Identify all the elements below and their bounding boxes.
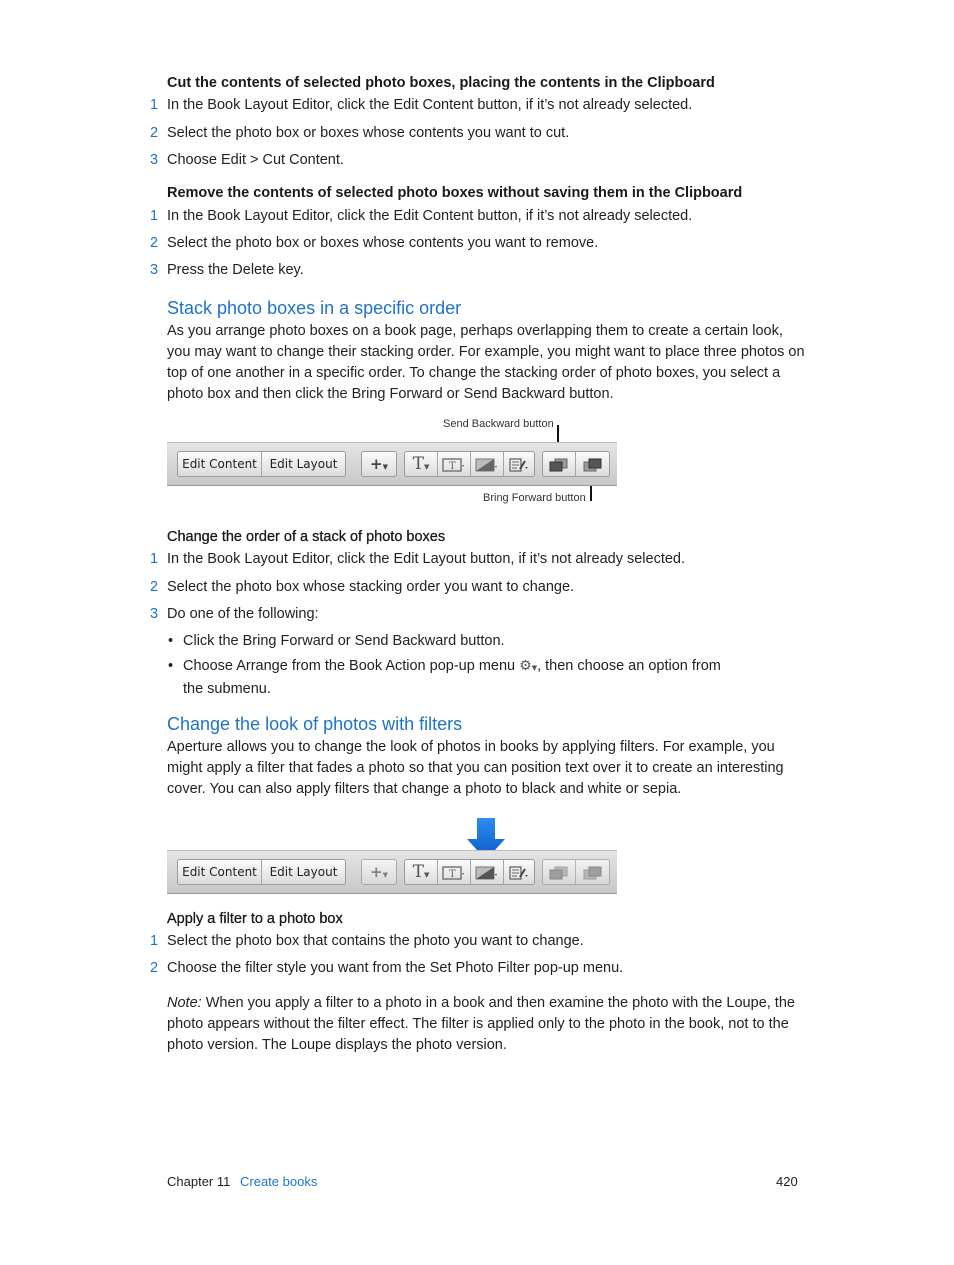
- step-text: In the Book Layout Editor, click the Edit Content button, if it’s not already selected.: [167, 208, 693, 224]
- book-action-icon[interactable]: [504, 860, 534, 884]
- step-number: 1: [150, 551, 159, 567]
- step-text: In the Book Layout Editor, click the Edit Layout button, if it’s not already selected.: [167, 551, 686, 567]
- send-backward-icon[interactable]: [576, 452, 609, 476]
- step-number: 1: [150, 208, 159, 224]
- bullet-marker: •: [168, 633, 174, 649]
- cut-heading: Cut the contents of selected photo boxes, placing the contents in the Clipboard: [167, 75, 715, 91]
- remove-heading: Remove the contents of selected photo boxes without saving them in the Clipboard: [167, 185, 743, 201]
- text-icon[interactable]: T▼: [412, 454, 430, 474]
- page-number: 420: [776, 1174, 798, 1189]
- edit-layout-button[interactable]: Edit Layout: [269, 865, 338, 879]
- filters-section-title: Change the look of photos with filters: [167, 714, 463, 734]
- bullet-marker: •: [168, 658, 174, 674]
- stack-paragraph: As you arrange photo boxes on a book page, perhaps overlapping them to create a certain look, you may want to change their stacking order. For example, you might want to place three photos on top of one another in a specific order. To change the stacking order of photo boxes, you select a photo box and then click the Bring Forward or Send Backward button.: [167, 323, 805, 402]
- arrange-segmented-control: [542, 859, 610, 885]
- bring-forward-callout-label: Bring Forward button: [483, 492, 586, 504]
- photo-filter-icon[interactable]: [471, 860, 503, 884]
- filters-paragraph: Aperture allows you to change the look of photos in books by applying filters. For example, you might apply a filter that fades a photo so that you can position text over it to create an interesting cover. You can also apply filters that change a photo to black and white or sepia.: [167, 739, 784, 797]
- bring-forward-icon[interactable]: [543, 860, 575, 884]
- step-number: 1: [150, 933, 159, 949]
- change-order-heading: Change the order of a stack of photo boxes: [167, 529, 446, 545]
- bullet-text-arrange: [183, 656, 763, 700]
- book-layout-toolbar: [167, 442, 617, 486]
- step-number: 1: [150, 97, 159, 113]
- photo-filter-icon[interactable]: [471, 452, 503, 476]
- add-icon: +▼: [370, 863, 388, 881]
- step-text: Select the photo box or boxes whose contents you want to cut.: [167, 125, 570, 141]
- bullet-text: Click the Bring Forward or Send Backward button.: [183, 633, 505, 649]
- gear-icon: ⚙▼: [519, 658, 538, 674]
- tools-segmented-control: [404, 451, 535, 477]
- add-button[interactable]: [361, 451, 397, 477]
- edit-content-button[interactable]: Edit Content: [182, 865, 257, 879]
- note-paragraph: [167, 993, 799, 1056]
- svg-text:T: T: [449, 460, 456, 472]
- step-number: 2: [150, 125, 159, 141]
- bring-forward-icon[interactable]: [543, 452, 575, 476]
- apply-filter-heading: Apply a filter to a photo box: [167, 911, 343, 927]
- send-backward-callout-label: Send Backward button: [443, 418, 554, 430]
- stack-section-title: Stack photo boxes in a specific order: [167, 298, 462, 318]
- step-text: Press the Delete key.: [167, 262, 304, 278]
- step-text: Select the photo box or boxes whose contents you want to remove.: [167, 235, 599, 251]
- book-layout-toolbar: [167, 850, 617, 894]
- svg-text:T: T: [449, 868, 456, 880]
- arrange-segmented-control: [542, 451, 610, 477]
- send-backward-icon[interactable]: [576, 860, 609, 884]
- step-text: In the Book Layout Editor, click the Edit Content button, if it’s not already selected.: [167, 97, 693, 113]
- add-button[interactable]: [361, 859, 397, 885]
- book-action-icon[interactable]: [504, 452, 534, 476]
- footer-chapter: Chapter 11: [167, 1174, 231, 1189]
- step-text: Choose the filter style you want from the Set Photo Filter pop-up menu.: [167, 960, 624, 976]
- step-text: Choose Edit > Cut Content.: [167, 152, 344, 168]
- step-number: 3: [150, 262, 159, 278]
- step-number: 2: [150, 579, 159, 595]
- bullet-text-part: the submenu.: [183, 681, 271, 697]
- edit-mode-segmented-control: [177, 859, 346, 885]
- edit-content-button[interactable]: Edit Content: [182, 457, 257, 471]
- text-icon[interactable]: T▼: [412, 862, 430, 882]
- step-text: Select the photo box whose stacking order you want to change.: [167, 579, 575, 595]
- note-label: Note:: [167, 995, 202, 1011]
- footer-chapter-link[interactable]: Create books: [240, 1174, 318, 1189]
- step-number: 3: [150, 152, 159, 168]
- edit-mode-segmented-control: [177, 451, 346, 477]
- bullet-text-part: Choose Arrange from the Book Action pop-up menu: [183, 658, 520, 674]
- step-number: 2: [150, 960, 159, 976]
- bullet-text-part: , then choose an option from: [537, 658, 721, 674]
- step-number: 2: [150, 235, 159, 251]
- note-text: When you apply a filter to a photo in a book and then examine the photo with the Loupe, the photo appears without the filter effect. The filter is applied only to the photo in the book, not to the photo version. The Loupe displays the photo version.: [167, 995, 795, 1053]
- step-number: 3: [150, 606, 159, 622]
- step-text: Select the photo box that contains the photo you want to change.: [167, 933, 584, 949]
- step-text: Do one of the following:: [167, 606, 319, 622]
- edit-layout-button[interactable]: Edit Layout: [269, 457, 338, 471]
- tools-segmented-control: [404, 859, 535, 885]
- text-on-photo-icon[interactable]: [438, 860, 470, 884]
- text-on-photo-icon[interactable]: [438, 452, 470, 476]
- add-icon: +▼: [370, 455, 388, 473]
